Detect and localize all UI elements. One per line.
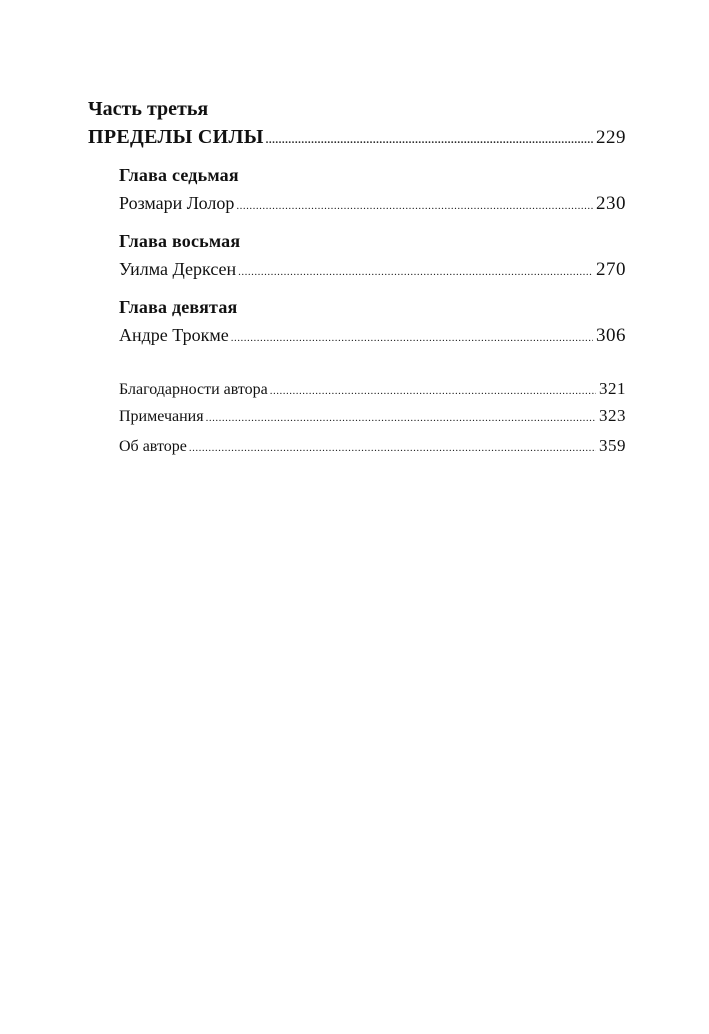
page-number: 306 — [596, 325, 626, 346]
part-label: Часть третья — [88, 98, 209, 120]
back-matter-name: Благодарности автора — [119, 381, 268, 398]
dot-leader — [189, 437, 596, 459]
chapter-entry — [119, 323, 626, 350]
dot-leader — [238, 260, 593, 284]
back-matter-name: Примечания — [119, 408, 204, 425]
dot-leader — [206, 407, 596, 429]
chapter-entry — [119, 191, 626, 218]
page-number: 230 — [596, 193, 626, 214]
page-number: 321 — [599, 379, 626, 398]
back-matter-entry — [119, 435, 626, 459]
chapter-name: Уилма Дерксен — [119, 259, 237, 279]
dot-leader — [270, 380, 596, 402]
part-title-entry — [88, 124, 626, 153]
chapter-name: Андре Трокме — [119, 325, 229, 345]
page-number: 323 — [599, 406, 626, 425]
part-title: ПРЕДЕЛЫ СИЛЫ — [88, 126, 264, 148]
chapter-heading: Глава восьмая — [119, 231, 241, 251]
chapter-heading: Глава седьмая — [119, 165, 239, 185]
page-number: 270 — [596, 259, 626, 280]
chapter-entry — [119, 257, 626, 284]
dot-leader — [266, 127, 593, 153]
back-matter-name: Об авторе — [119, 438, 187, 455]
dot-leader — [231, 326, 593, 350]
back-matter-entry — [119, 378, 626, 402]
chapter-name: Розмари Лолор — [119, 193, 235, 213]
dot-leader — [236, 194, 593, 218]
page-number: 229 — [596, 127, 626, 148]
chapter-heading: Глава девятая — [119, 297, 238, 317]
back-matter-entry — [119, 405, 626, 429]
page-number: 359 — [599, 436, 626, 455]
